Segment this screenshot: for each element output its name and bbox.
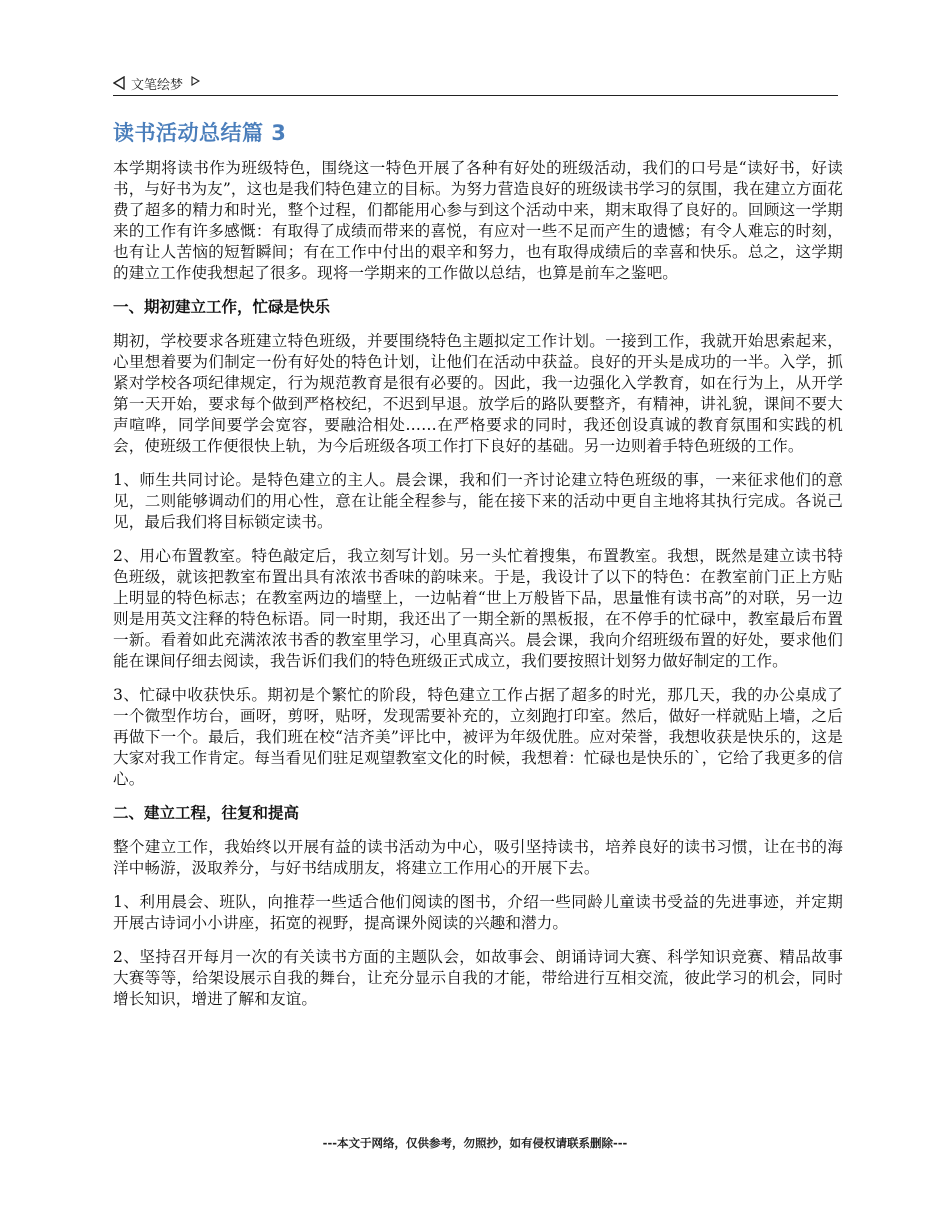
triangle-right-icon: [191, 76, 200, 86]
header-brand: 文笔绘梦: [131, 77, 184, 93]
header-divider: [113, 95, 838, 96]
body-paragraph: 2、坚持召开每月一次的有关读书方面的主题队会，如故事会、朗诵诗词大赛、科学知识竞赛、精品故事大赛等等，给架设展示自我的舞台，让充分显示自我的才能，带给进行互相交流，彼此学习的机会，同时增长知识，增进了解和友谊。: [113, 948, 843, 1008]
body-paragraph: 2、用心布置教室。特色敲定后，我立刻写计划。另一头忙着搜集，布置教室。我想，既然是建立读书特色班级，就该把教室布置出具有浓浓书香味的韵味来。于是，我设计了以下的特色：在教室前门正上方贴上明显的特色标志；在教室两边的墙壁上，一边帖着“世上万般皆下品，思量惟有读书高”的对联，另一边则是用英文注释的特色标语。同一时期，我还出了一期全新的黑板报，在不停手的忙碌中，教室最后布置一新。看着如此充满浓浓书香的教室里学习，心里真高兴。晨会课，我向介绍班级布置的好处，要求他们能在课间仔细去阅读，我告诉们我们的特色班级正式成立，我们要按照计划努力做好制定的工作。: [113, 547, 843, 670]
section-heading: 一、期初建立工作，忙碌是快乐: [113, 298, 331, 316]
body-paragraph: 整个建立工作，我始终以开展有益的读书活动为中心，吸引坚持读书，培养良好的读书习惯，让在书的海洋中畅游，汲取养分，与好书结成朋友，将建立工作用心的开展下去。: [113, 838, 843, 877]
body-paragraph: 3、忙碌中收获快乐。期初是个繁忙的阶段，特色建立工作占据了超多的时光，那几天，我的办公桌成了一个微型作坊台，画呀，剪呀，贴呀，发现需要补充的，立刻跑打印室。然后，做好一样就贴上墙，之后再做下一个。最后，我们班在校“洁齐美”评比中，被评为年级优胜。应对荣誉，我想收获是快乐的，这是大家对我工作肯定。每当看见们驻足观望教室文化的时候，我想着：忙碌也是快乐的`，它给了我更多的信心。: [113, 686, 843, 788]
triangle-left-icon: [113, 76, 125, 90]
body-paragraph: 1、利用晨会、班队，向推荐一些适合他们阅读的图书，介绍一些同龄儿童读书受益的先进事迹，并定期开展古诗词小小讲座，拓宽的视野，提高课外阅读的兴趣和潜力。: [113, 893, 843, 932]
body-paragraph: 本学期将读书作为班级特色，围绕这一特色开展了各种有好处的班级活动，我们的口号是“读好书，好读书，与好书为友”，这也是我们特色建立的目标。为努力营造良好的班级读书学习的氛围，我在建立方面花费了超多的精力和时光，整个过程，们都能用心参与到这个活动中来，期末取得了良好的。回顾这一学期来的工作有许多感慨：有取得了成绩而带来的喜悦，有应对一些不足而产生的遗憾；有令人难忘的时刻，也有让人苦恼的短暂瞬间；有在工作中付出的艰辛和努力，也有取得成绩后的幸喜和快乐。总之，这学期的建立工作使我想起了很多。现将一学期来的工作做以总结，也算是前车之鉴吧。: [113, 159, 843, 282]
page-header: [113, 72, 838, 94]
section-heading: 二、建立工程，往复和提高: [113, 804, 300, 822]
footer-notice: ---本文于网络，仅供参考，勿照抄，如有侵权请联系删除---: [322, 1136, 628, 1150]
body-paragraph: 1、师生共同讨论。是特色建立的主人。晨会课，我和们一齐讨论建立特色班级的事，一来征求他们的意见，二则能够调动们的用心性，意在让能全程参与，能在接下来的活动中更自主地将其执行完成。各说己见，最后我们将目标锁定读书。: [113, 471, 843, 531]
body-paragraph: 期初，学校要求各班建立特色班级，并要围绕特色主题拟定工作计划。一接到工作，我就开始思索起来，心里想着要为们制定一份有好处的特色计划，让他们在活动中获益。良好的开头是成功的一半。入学，抓紧对学校各项纪律规定，行为规范教育是很有必要的。因此，我一边强化入学教育，如在行为上，从开学第一天开始，要求每个做到严格校纪，不迟到早退。放学后的路队要整齐，有精神，讲礼貌，课间不要大声喧哗，同学间要学会宽容，要融洽相处……在严格要求的同时，我还创设真诚的教育氛围和实践的机会，使班级工作便很快上轨，为今后班级各项工作打下良好的基础。另一边则着手特色班级的工作。: [113, 332, 843, 455]
document-title: 读书活动总结篇 3: [113, 121, 287, 145]
document-body: [113, 158, 843, 1023]
